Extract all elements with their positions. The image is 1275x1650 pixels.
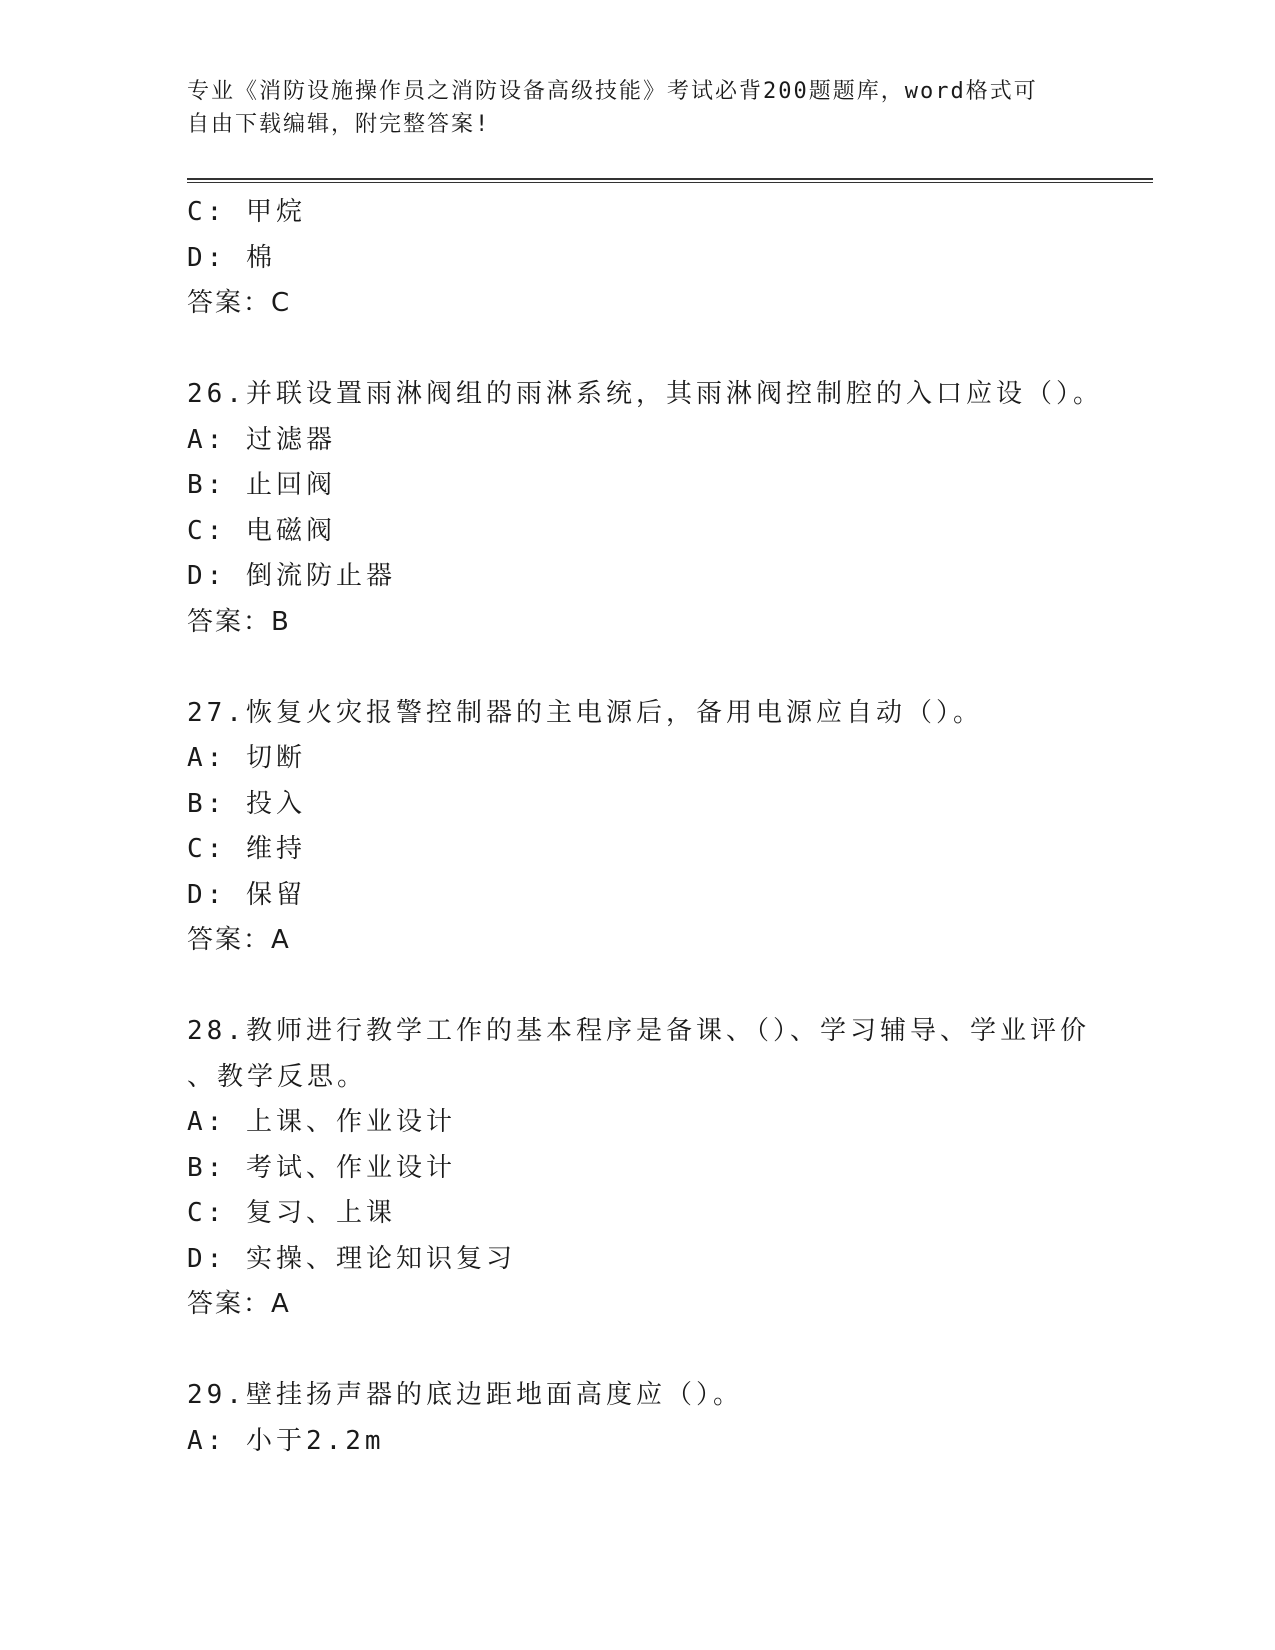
question-stem-continued: 、教学反思。 <box>187 1061 368 1092</box>
option-c: C: 复习、上课 <box>187 1198 396 1228</box>
answer-line: 答案：A <box>187 925 291 955</box>
option-d: D: 倒流防止器 <box>187 561 396 591</box>
option-c: C: 维持 <box>187 834 306 864</box>
option-b: B: 投入 <box>187 788 306 819</box>
document-header <box>187 75 1087 141</box>
header-divider-thin <box>187 182 1153 183</box>
option-b: B: 考试、作业设计 <box>187 1152 456 1183</box>
question-list <box>187 190 1103 1464</box>
header-divider-thick <box>187 178 1153 180</box>
option-a: A: 切断 <box>187 743 306 773</box>
question-stem: 26.并联设置雨淋阀组的雨淋系统，其雨淋阀控制腔的入口应设（）。 <box>187 379 1103 409</box>
header-title-line-2: 自由下载编辑，附完整答案! <box>187 112 491 137</box>
answer-line: 答案：C <box>187 288 292 318</box>
answer-line: 答案：A <box>187 1289 291 1319</box>
question-stem: 28.教师进行教学工作的基本程序是备课、（）、学习辅导、学业评价 <box>187 1016 1090 1046</box>
option-a: A: 过滤器 <box>187 424 336 455</box>
option-c: C: 甲烷 <box>187 197 306 227</box>
answer-line: 答案：B <box>187 606 291 637</box>
option-c: C: 电磁阀 <box>187 515 336 546</box>
option-a: A: 小于2.2m <box>187 1425 385 1456</box>
question-stem: 27.恢复火灾报警控制器的主电源后，备用电源应自动（）。 <box>187 697 983 728</box>
option-a: A: 上课、作业设计 <box>187 1107 456 1137</box>
question-stem: 29.壁挂扬声器的底边距地面高度应（）。 <box>187 1380 743 1410</box>
header-title-line-1: 专业《消防设施操作员之消防设备高级技能》考试必背200题题库，word格式可 <box>187 79 1038 104</box>
option-d: D: 实操、理论知识复习 <box>187 1243 516 1274</box>
option-d: D: 保留 <box>187 879 306 910</box>
option-b: B: 止回阀 <box>187 470 336 500</box>
option-d: D: 棉 <box>187 242 276 273</box>
